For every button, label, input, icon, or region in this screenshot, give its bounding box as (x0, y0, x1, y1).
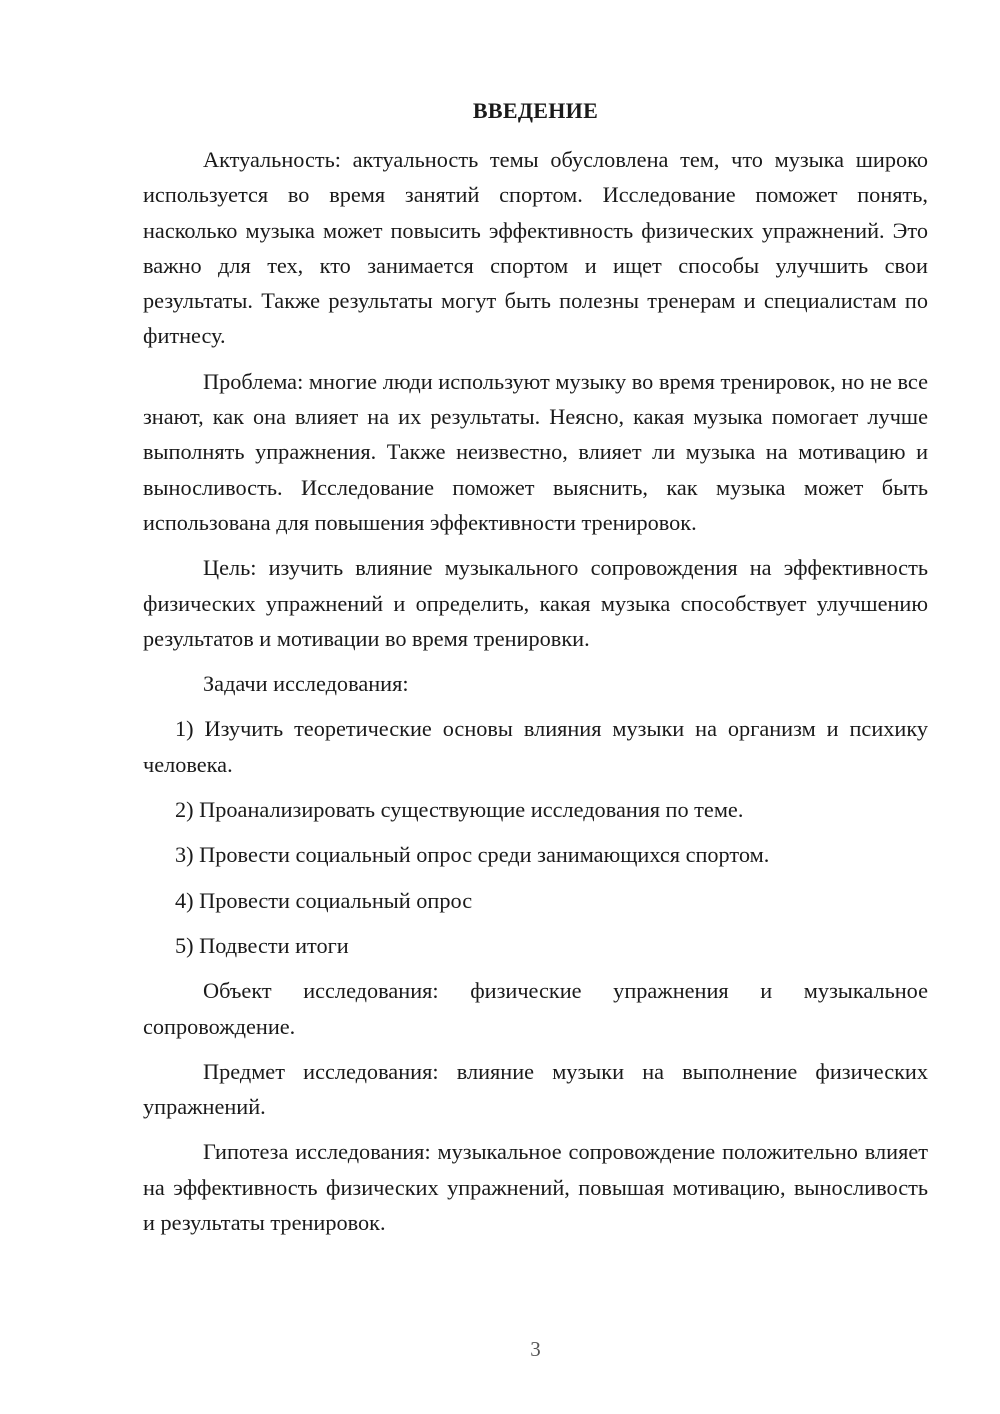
task-item-2: 2) Проанализировать существующие исследования по теме. (175, 797, 744, 823)
task-item-1: 1) Изучить теоретические основы влияния музыки на организм и психику человека. (143, 716, 928, 777)
page-title: ВВЕДЕНИЕ (472, 98, 599, 123)
task-item-5: 5) Подвести итоги (175, 932, 349, 958)
relevance-paragraph: Актуальность: актуальность темы обусловлена тем, что музыка широко используется во время занятий спортом. Исследование поможет понять, насколько музыка может повысить эффективность физических упражнений. Это важно для тех, кто занимается спортом и ищет способы улучшить свои результаты. Также результаты могут быть полезны тренерам и специалистам по фитнесу. (143, 147, 928, 349)
task-item-4: 4) Провести социальный опрос (175, 887, 473, 913)
object-paragraph: Объект исследования: физические упражнения и музыкальное сопровождение. (143, 978, 928, 1039)
subject-paragraph: Предмет исследования: влияние музыки на выполнение физических упражнений. (143, 1058, 928, 1120)
hypothesis-paragraph: Гипотеза исследования: музыкальное сопровождение положительно влияет на эффективность физических упражнений, повышая мотивацию, выносливость и результаты тренировок. (143, 1139, 928, 1236)
document-page (143, 0, 928, 1414)
problem-paragraph: Проблема: многие люди используют музыку во время тренировок, но не все знают, как она влияет на их результаты. Неясно, какая музыка помогает лучше выполнять упражнения. Также неизвестно, влияет ли музыка на мотивацию и выносливость. Исследование поможет выяснить, как музыка может быть использована для повышения эффективности тренировок. (143, 368, 928, 535)
body-text (143, 142, 928, 1250)
goal-paragraph: Цель: изучить влияние музыкального сопровождения на эффективность физических упражнений и определить, какая музыка способствует улучшению результатов и мотивации во время тренировки. (143, 555, 928, 651)
task-item-3: 3) Провести социальный опрос среди занимающихся спортом. (175, 842, 770, 868)
page-number: 3 (530, 1337, 541, 1361)
tasks-heading: Задачи исследования: (203, 671, 409, 697)
